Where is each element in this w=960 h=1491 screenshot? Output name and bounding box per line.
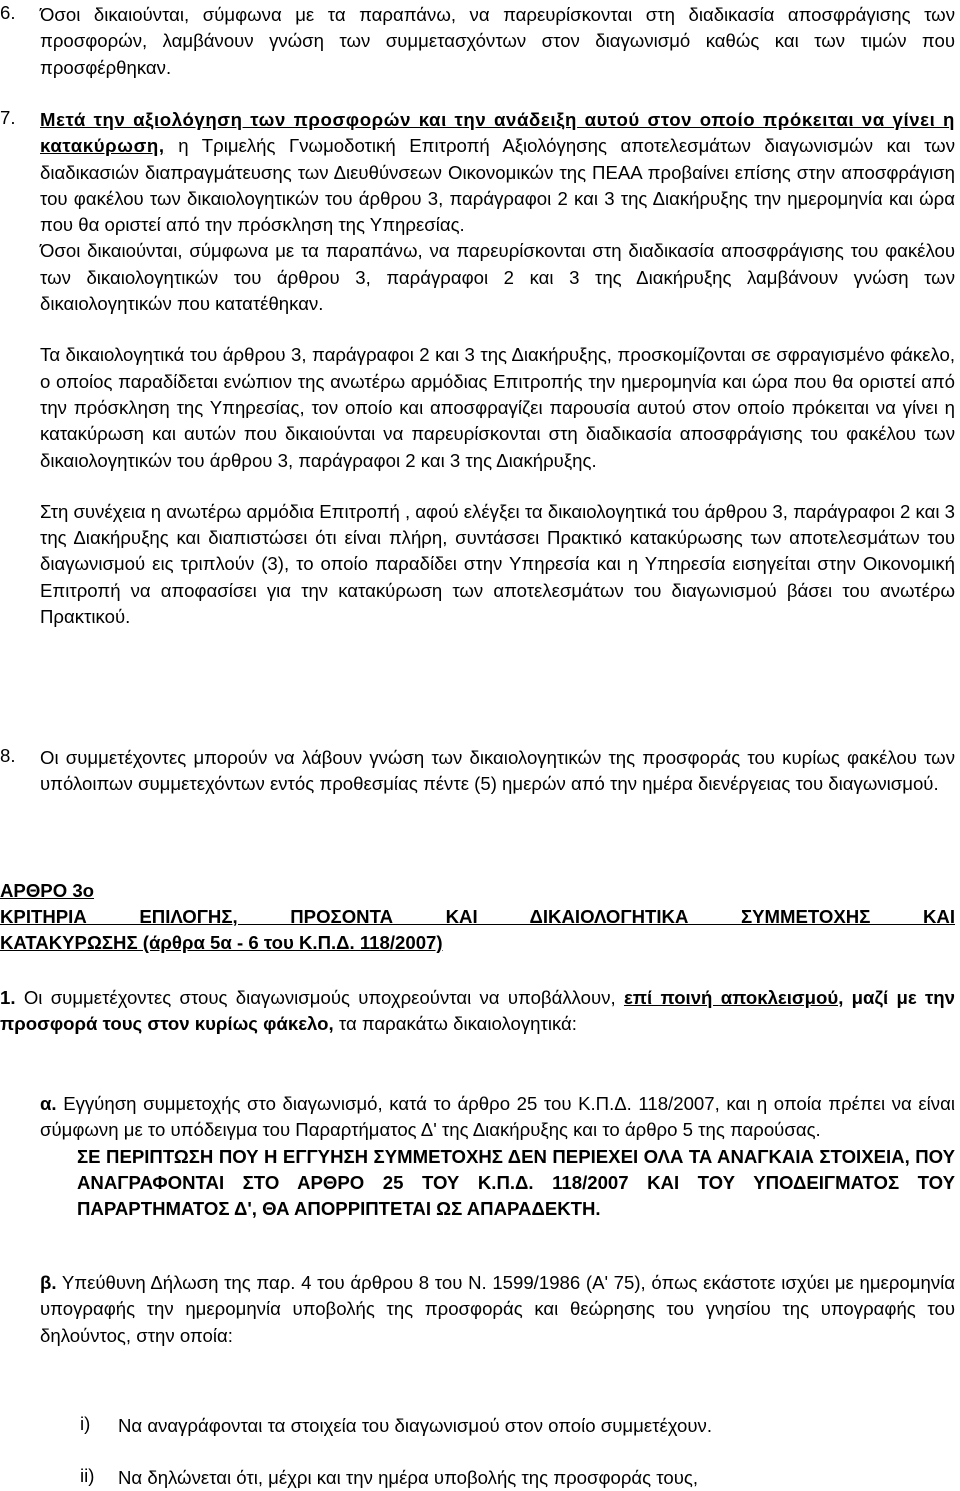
item-7-bold-lead: Μετά την αξιολόγηση των προσφορών και την ανάδειξη αυτού στον οποίο πρόκειται να γίνει η κατακύρωση, bbox=[40, 109, 955, 157]
para-1-text-a: Οι συμμετέχοντες στους διαγωνισμούς υποχρεούνται να υποβάλλουν, bbox=[15, 987, 624, 1008]
item-8-paragraph: Οι συμμετέχοντες μπορούν να λάβουν γνώση των δικαιολογητικών της προσφοράς του κυρίως φακέλου των υπόλοιπων συμμετεχόντων εντός προθεσμίας πέντε (5) ημερών από την ημέρα διενέργειας του διαγωνισμού. bbox=[40, 747, 955, 795]
item-7-paragraph-3: Τα δικαιολογητικά του άρθρου 3, παράγραφοι 2 και 3 της Διακήρυξης, προσκομίζονται σε σφραγισμένο φάκελο, ο οποίος παραδίδεται ενώπιον της ανωτέρω αρμόδιας Επιτροπής την ημερομηνία και ώρα που θα οριστεί από την πρόσκληση της Υπηρεσίας, τον οποίο και αποσφραγίζει παρουσία αυτού στον οποίο πρόκειται να γίνει η κατακύρωση και αυτών που δικαιούνται να παρευρίσκονται στη διαδικασία αποσφράγισης του φακέλου των δικαιολογητικών του άρθρου 3, παράγραφοι 2 και 3 της Διακήρυξης. bbox=[40, 344, 955, 471]
para-1-number: 1. bbox=[0, 987, 16, 1008]
item-a-block bbox=[40, 1091, 955, 1222]
item-7-text-a: η Τριμελής Γνωμοδοτική Επιτροπή Αξιολόγησης αποτελεσμάτων διαγωνισμών και των διαδικασιών διαπραγμάτευσης των Διευθύνσεων Οικονομικών της ΠΕΑΑ προβαίνει επίσης στην αποσφράγιση του φακέλου των δικαιολογητικών του άρθρου 3, παράγραφοι 2 και 3 της Διακήρυξης την ημερομηνία και ώρα που θα οριστεί από την πρόσκληση της Υπηρεσίας. bbox=[40, 135, 955, 236]
item-6-number: 6. bbox=[0, 2, 16, 23]
subitem-ii-text: Να δηλώνεται ότι, μέχρι και την ημέρα υποβολής της προσφοράς τους, bbox=[118, 1467, 699, 1488]
subitem-i-label: i) bbox=[80, 1413, 91, 1434]
item-a-paragraph bbox=[40, 1091, 955, 1144]
article-subtitle-line-2: ΚΑΤΑΚΥΡΩΣΗΣ (άρθρα 5α - 6 του Κ.Π.Δ. 118/2007) bbox=[0, 932, 443, 953]
article-title: ΑΡΘΡΟ 3ο bbox=[0, 880, 95, 901]
item-a-label: α. bbox=[40, 1093, 57, 1114]
item-8-block bbox=[40, 745, 955, 798]
para-1-paragraph bbox=[0, 985, 955, 1038]
item-b-paragraph bbox=[40, 1270, 955, 1349]
item-b-label: β. bbox=[40, 1272, 57, 1293]
item-a-text: Εγγύηση συμμετοχής στο διαγωνισμό, κατά το άρθρο 25 του Κ.Π.Δ. 118/2007, και η οποία πρέπει να είναι σύμφωνη με το υπόδειγμα του Παραρτήματος Δ' της Διακήρυξης και το άρθρο 5 της παρούσας. bbox=[40, 1093, 955, 1141]
item-b-block bbox=[40, 1270, 955, 1349]
subitem-i-text: Να αναγράφονται τα στοιχεία του διαγωνισμού στον οποίο συμμετέχουν. bbox=[118, 1415, 713, 1436]
subitem-ii-label: ii) bbox=[80, 1465, 95, 1486]
item-6-text bbox=[40, 2, 955, 81]
item-6-paragraph: Όσοι δικαιούνται, σύμφωνα με τα παραπάνω, να παρευρίσκονται στη διαδικασία αποσφράγισης των προσφορών, λαμβάνουν γνώση των συμμετασχόντων στον διαγωνισμό καθώς και των τιμών που προσφέρθηκαν. bbox=[40, 4, 955, 78]
para-1-block bbox=[0, 985, 955, 1038]
para-1-underlined-bold: επί ποινή αποκλεισμού, bbox=[623, 987, 844, 1008]
item-7-number: 7. bbox=[0, 107, 16, 128]
item-7-paragraph-2: Όσοι δικαιούνται, σύμφωνα με τα παραπάνω, να παρευρίσκονται στη διαδικασία αποσφράγισης του φακέλου των δικαιολογητικών του άρθρου 3, παράγραφοι 2 και 3 της Διακήρυξης λαμβάνουν γνώση των δικαιολογητικών που κατατέθηκαν. bbox=[40, 240, 955, 315]
item-a-warning: ΣΕ ΠΕΡΙΠΤΩΣΗ ΠΟΥ Η ΕΓΓΥΗΣΗ ΣΥΜΜΕΤΟΧΗΣ ΔΕΝ ΠΕΡΙΕΧΕΙ ΟΛΑ ΤΑ ΑΝΑΓΚΑΙΑ ΣΤΟΙΧΕΙΑ, ΠΟΥ ΑΝΑΓΡΑΦΟΝΤΑΙ ΣΤΟ ΑΡΘΡΟ 25 ΤΟΥ Κ.Π.Δ. 118/2007 ΚΑΙ ΤΟΥ ΥΠΟΔΕΙΓΜΑΤΟΣ ΤΟΥ ΠΑΡΑΡΤΗΜΑΤΟΣ Δ', ΘΑ ΑΠΟΡΡΙΠΤΕΤΑΙ ΩΣ ΑΠΑΡΑΔΕΚΤΗ. bbox=[77, 1145, 955, 1220]
para-1-text-b: τα παρακάτω δικαιολογητικά: bbox=[333, 1013, 577, 1035]
item-7-paragraph-1 bbox=[40, 107, 955, 238]
item-b-text: Υπεύθυνη Δήλωση της παρ. 4 του άρθρου 8 του Ν. 1599/1986 (Α' 75), όπως εκάστοτε ισχύει με ημερομηνία υπογραφής την ημερομηνία υποβολής της προσφοράς και θεώρησης του γνησίου της υπογραφής του δηλούντος, στην οποία: bbox=[40, 1272, 955, 1346]
article-subtitle-line-1: ΚΡΙΤΗΡΙΑ ΕΠΙΛΟΓΗΣ, ΠΡΟΣΟΝΤΑ ΚΑΙ ΔΙΚΑΙΟΛΟΓΗΤΙΚΑ ΣΥΜΜΕΤΟΧΗΣ ΚΑΙ bbox=[0, 906, 955, 927]
para-1-bold: μαζί με την προσφορά τους στον κυρίως φάκελο, bbox=[0, 987, 955, 1035]
item-7-paragraph-4: Στη συνέχεια η ανωτέρω αρμόδια Επιτροπή , αφού ελέγξει τα δικαιολογητικά του άρθρου 3, παράγραφοι 2 και 3 της Διακήρυξης και διαπιστώσει ότι είναι πλήρη, συντάσσει Πρακτικό κατακύρωσης των αποτελεσμάτων του διαγωνισμού εις τριπλούν (3), το οποίο παραδίδει στην Υπηρεσία και η Υπηρεσία εισηγείται στην Οικονομική Επιτροπή να αποφασίσει για την κατακύρωση των αποτελεσμάτων του διαγωνισμού βάσει του ανωτέρω Πρακτικού. bbox=[40, 500, 955, 628]
item-8-number: 8. bbox=[0, 745, 16, 766]
item-7-block bbox=[40, 107, 955, 630]
